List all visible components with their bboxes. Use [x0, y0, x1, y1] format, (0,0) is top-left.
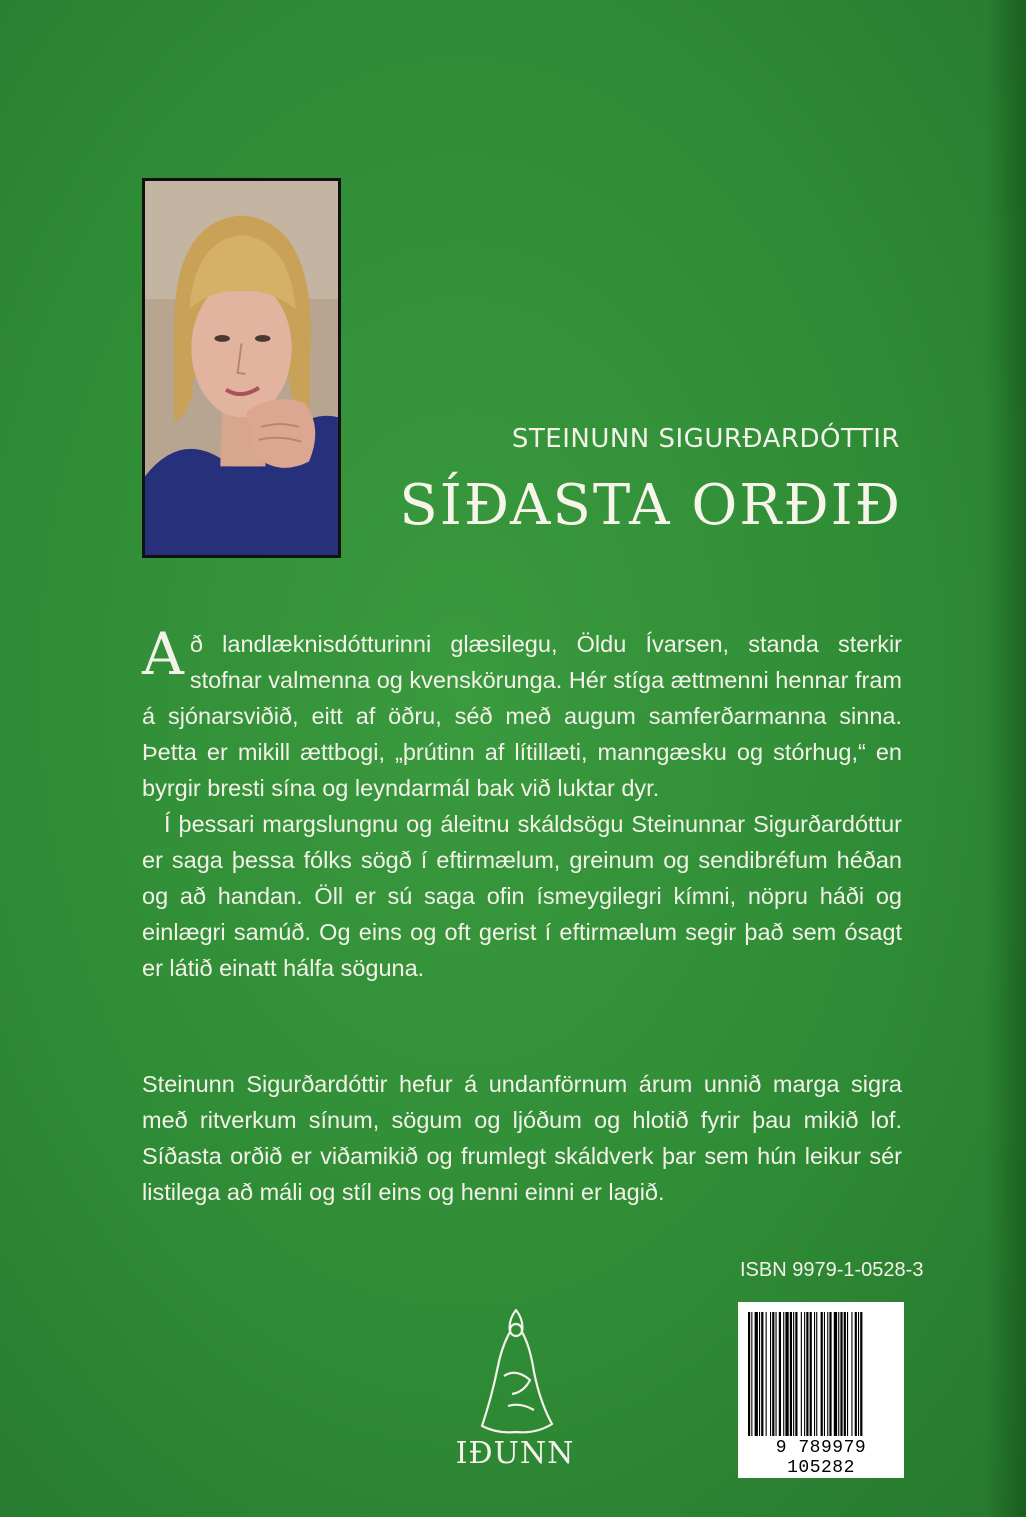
barcode-bar — [834, 1312, 837, 1436]
author-bio — [142, 1066, 902, 1210]
barcode-bar — [824, 1312, 825, 1436]
author-bio-text: Steinunn Sigurðardóttir hefur á undanförnum árum unnið marga sigra með ritverkum sínum, sögum og ljóðum og hlotið fyrir þau mikið lof. Síðasta orðið er viðamikið og frumlegt skáldverk þar sem hún leikur sér listilega að máli og stíl eins og henni einni er lagið. — [142, 1071, 902, 1205]
blurb — [142, 620, 902, 986]
barcode-bar — [772, 1312, 774, 1436]
barcode-bar — [806, 1312, 808, 1436]
barcode-bar — [785, 1312, 788, 1436]
barcode-bar — [748, 1312, 750, 1436]
publisher-name: IÐUNN — [455, 1436, 575, 1471]
blurb-paragraph-2: Í þessari margslungnu og áleitnu skáldsögu Steinunnar Sigurðardóttur er saga þessa fólks sögð í eftirmælum, greinum og sendibréfum héðan og að handan. Öll er sú saga ofin ísmeygilegri kímni, nöpru háði og einlægri samúð. Og eins og oft gerist í eftirmælum segir það sem ósagt er látið einatt hálfa söguna. — [142, 811, 902, 981]
barcode-bar — [770, 1312, 771, 1436]
barcode-bar — [790, 1312, 792, 1436]
barcode-bar — [795, 1312, 797, 1436]
author-photo — [142, 178, 341, 558]
barcode-bar — [814, 1312, 815, 1436]
barcode-number: 9 789979 105282 — [775, 1438, 867, 1478]
barcode-bar — [751, 1312, 752, 1436]
barcode-bar — [829, 1312, 831, 1436]
barcode-bar — [844, 1312, 846, 1436]
barcode-bar — [793, 1312, 794, 1436]
barcode-bar — [761, 1312, 763, 1436]
barcode-bars — [746, 1312, 896, 1436]
barcode-bar — [840, 1312, 842, 1436]
barcode-bar — [858, 1312, 859, 1436]
barcode-bar — [783, 1312, 784, 1436]
isbn: ISBN 9979-1-0528-3 — [740, 1259, 924, 1281]
barcode-bar — [821, 1312, 823, 1436]
barcode-bar — [804, 1312, 805, 1436]
barcode-bar — [851, 1312, 852, 1436]
barcode-bar — [827, 1312, 828, 1436]
barcode-bar — [776, 1312, 777, 1436]
blurb-paragraph-1: Að landlæknisdótturinni glæsilegu, Öldu Ívarsen, standa sterkir stofnar valmenna og kvenskörunga. Hér stíga ættmenni hennar fram á sjónarsviðið, eitt af öðru, séð með augum samferðarmanna sinna. Þetta er mikill ættbogi, „þrútinn af lítillæti, manngæsku og stórhug,“ en byrgir bresti sína og leyndarmál bak við luktar dyr. — [142, 620, 902, 801]
barcode — [738, 1302, 904, 1478]
author-name: STEINUNN SIGURÐARDÓTTIR — [511, 424, 900, 454]
barcode-bar — [801, 1312, 802, 1436]
barcode-bar — [810, 1312, 812, 1436]
barcode-bar — [779, 1312, 781, 1436]
barcode-bar — [838, 1312, 839, 1436]
publisher-logo-icon — [468, 1306, 564, 1446]
book-title: SÍÐASTA ORÐIÐ — [399, 473, 902, 538]
barcode-bar — [847, 1312, 848, 1436]
barcode-bar — [759, 1312, 760, 1436]
barcode-bar — [766, 1312, 767, 1436]
barcode-bar — [816, 1312, 817, 1436]
barcode-bar — [755, 1312, 758, 1436]
barcode-bar — [855, 1312, 857, 1436]
barcode-bar — [860, 1312, 862, 1436]
